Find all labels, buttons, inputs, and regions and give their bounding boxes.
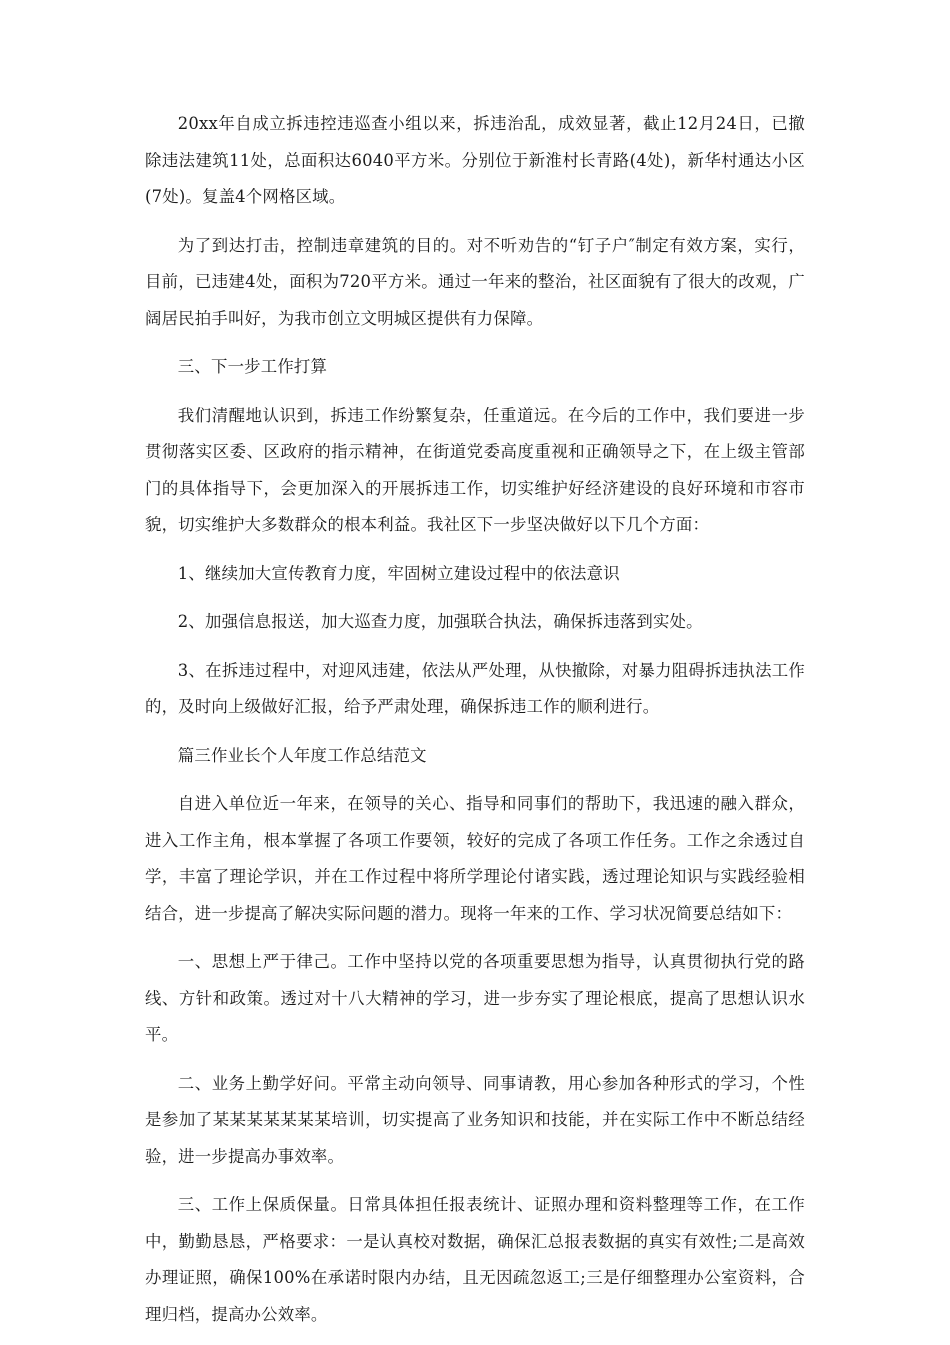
paragraph-work-quality: 三、工作上保质保量。日常具体担任报表统计、证照办理和资料整理等工作，在工作中，勤勤恳恳，严格要求：一是认真校对数据，确保汇总报表数据的真实有效性;二是高效办理证照，确保100%在承诺时限内办结，且无因疏忽返工;三是仔细整理办公室资料，合理归档，提高办公效率。 <box>145 1195 805 1324</box>
paragraph-business-learning: 二、业务上勤学好问。平常主动向领导、同事请教，用心参加各种形式的学习，个性是参加了某某某某某某某培训，切实提高了业务知识和技能，并在实际工作中不断总结经验，进一步提高办事效率。 <box>145 1073 805 1166</box>
section-heading-next-steps: 三、下一步工作打算 <box>177 357 328 376</box>
paragraph-summary-intro: 自进入单位近一年来，在领导的关心、指导和同事们的帮助下，我迅速的融入群众，进入工作主角，根本掌握了各项工作要领，较好的完成了各项工作任务。工作之余透过自学，丰富了理论学识，并在工作过程中将所学理论付诸实践，透过理论知识与实践经验相结合，进一步提高了解决实际问题的潜力。现将一年来的工作、学习状况简要总结如下： <box>145 794 805 923</box>
paragraph-illegal-building-control: 为了到达打击，控制违章建筑的目的。对不听劝告的“钉子户″制定有效方案，实行，目前，已违建4处，面积为720平方米。通过一年来的整治，社区面貌有了很大的改观，广阔居民拍手叫好，为我市创立文明城区提供有力保障。 <box>145 235 805 328</box>
document-body <box>145 106 805 1345</box>
section-heading-part-three: 篇三作业长个人年度工作总结范文 <box>177 745 427 765</box>
paragraph-demolition-results: 20xx年自成立拆违控违巡查小组以来，拆违治乱，成效显著，截止12月24日，已撤除违法建筑11处，总面积达6040平方米。分别位于新淮村长青路(4处)，新华村通达小区(7处)。复盖4个网格区域。 <box>145 114 805 206</box>
list-item-2: 2、加强信息报送，加大巡查力度，加强联合执法，确保拆违落到实处。 <box>177 612 703 631</box>
list-item-3: 3、在拆违过程中，对迎风违建，依法从严处理，从快撤除，对暴力阻碍拆违执法工作的，及时向上级做好汇报，给予严肃处理，确保拆违工作的顺利进行。 <box>145 660 805 716</box>
paragraph-next-steps-intro: 我们清醒地认识到，拆违工作纷繁复杂，任重道远。在今后的工作中，我们要进一步贯彻落实区委、区政府的指示精神，在街道党委高度重视和正确领导之下，在上级主管部门的具体指导下，会更加深入的开展拆违工作，切实维护好经济建设的良好环境和市容市貌，切实维护大多数群众的根本利益。我社区下一步坚决做好以下几个方面： <box>145 405 805 534</box>
list-item-1: 1、继续加大宣传教育力度，牢固树立建设过程中的依法意识 <box>177 563 620 583</box>
paragraph-ideology: 一、思想上严于律己。工作中坚持以党的各项重要思想为指导，认真贯彻执行党的路线、方针和政策。透过对十八大精神的学习，进一步夯实了理论根底，提高了思想认识水平。 <box>145 952 805 1044</box>
